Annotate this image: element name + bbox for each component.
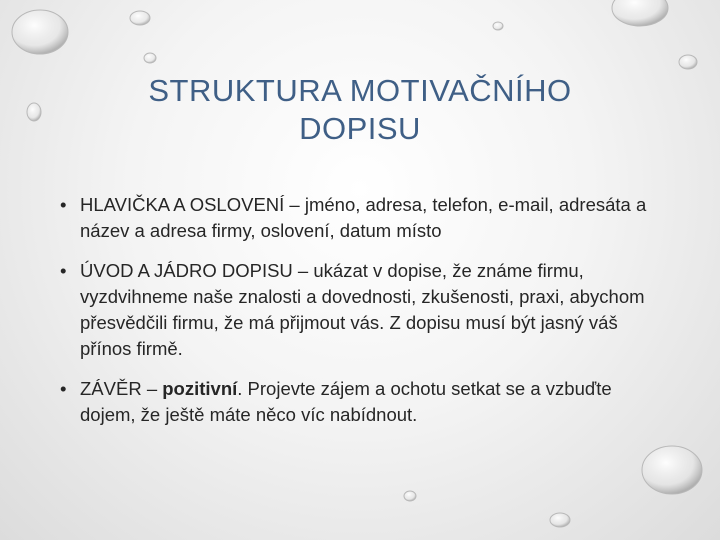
drop-8 (550, 513, 570, 527)
bullet-text: HLAVIČKA A OSLOVENÍ – jméno, adresa, telefon, e-mail, adresáta a název a adresa firmy, oslovení, datum místo (80, 194, 647, 241)
bullet-item-header (60, 192, 670, 244)
title-line-1: STRUKTURA MOTIVAČNÍHO (148, 73, 572, 108)
drop-2 (27, 103, 41, 121)
bullet-marker: • (60, 194, 67, 215)
bullet-list (60, 192, 670, 442)
slide-title (60, 72, 660, 148)
drop-5 (612, 0, 668, 26)
bullet-text-bold: pozitivní (162, 378, 238, 399)
bullet-marker: • (60, 378, 67, 399)
drop-10 (493, 22, 503, 30)
drop-4 (144, 53, 156, 63)
bullet-text: ÚVOD A JÁDRO DOPISU – ukázat v dopise, že známe firmu, vyzdvihneme naše znalosti a dovednosti, zkušenosti, praxi, abychom přesvědčili firmu, že má přijmout vás. Z dopisu musí být jasný váš přínos firmě. (80, 260, 645, 359)
drop-3 (130, 11, 150, 25)
drop-7 (642, 446, 702, 494)
bullet-item-intro (60, 258, 670, 362)
drop-9 (404, 491, 416, 501)
bullet-item-conclusion (60, 376, 670, 428)
drop-1 (12, 10, 68, 54)
bullet-text-before: ZÁVĚR – (80, 378, 163, 399)
drop-6 (679, 55, 697, 69)
bullet-marker: • (60, 260, 67, 281)
title-line-2: DOPISU (299, 111, 421, 146)
bullet-text-after: . Projevte zájem a ochotu setkat se a vzbuďte dojem, že ještě máte něco víc nabídnout. (80, 378, 612, 425)
